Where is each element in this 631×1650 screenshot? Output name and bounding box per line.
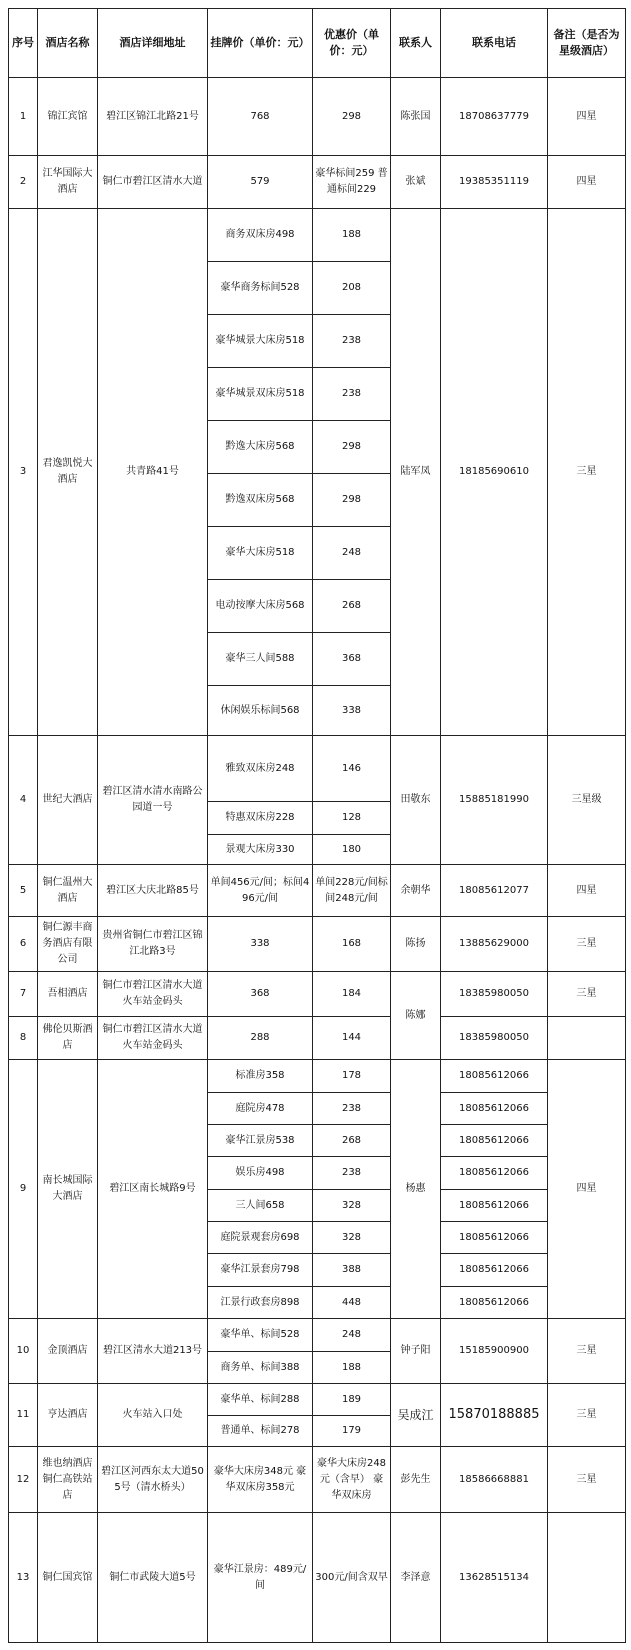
- hotel-2-no: 2: [8, 155, 38, 209]
- hotel-2-discount: 豪华标间259 普通标间229: [312, 155, 391, 209]
- hotel-9-address: 碧江区南长城路9号: [97, 1059, 208, 1319]
- hotel-1-phone: 18708637779: [440, 77, 548, 156]
- hotel-12-note: 三星: [547, 1446, 626, 1513]
- room-list-price: 黔逸双床房568: [207, 473, 313, 527]
- room-discount: 298: [312, 420, 391, 474]
- room-discount: 189: [312, 1383, 391, 1416]
- hotel-9-note: 四星: [547, 1059, 626, 1319]
- hotel-2-address: 铜仁市碧江区清水大道: [97, 155, 208, 209]
- hotel-6-phone: 13885629000: [440, 916, 548, 972]
- room-list-price: 豪华三人间588: [207, 632, 313, 686]
- hotel-8-no: 8: [8, 1016, 38, 1060]
- room-list-price: 豪华城景双床房518: [207, 367, 313, 421]
- hotel-6-contact: 陈扬: [390, 916, 441, 972]
- hotel-2-contact: 张斌: [390, 155, 441, 209]
- hotel-7-address: 铜仁市碧江区清水大道火车站金码头: [97, 971, 208, 1017]
- room-discount: 338: [312, 685, 391, 736]
- hotel-6-note: 三星: [547, 916, 626, 972]
- hotel-11-contact: 吴成江: [390, 1383, 441, 1447]
- room-list-price: 休闲娱乐标间568: [207, 685, 313, 736]
- room-discount: 238: [312, 1092, 391, 1125]
- header-contact: 联系人: [390, 8, 441, 78]
- hotel-8-discount: 144: [312, 1016, 391, 1060]
- hotel-11-phone: 15870188885: [440, 1383, 548, 1447]
- hotel-8-note: [547, 1016, 626, 1060]
- hotel-3-name: 君逸凯悦大酒店: [37, 208, 98, 736]
- room-phone: 18085612066: [440, 1092, 548, 1125]
- hotel-6-discount: 168: [312, 916, 391, 972]
- hotel-8-name: 佛伦贝斯酒店: [37, 1016, 98, 1060]
- hotel-5-no: 5: [8, 864, 38, 917]
- room-phone: 18085612066: [440, 1059, 548, 1093]
- hotel-3-contact: 陆军凤: [390, 208, 441, 736]
- hotel-11-name: 亨达酒店: [37, 1383, 98, 1447]
- room-discount: 180: [312, 834, 391, 865]
- hotel-9-no: 9: [8, 1059, 38, 1319]
- hotel-4-address: 碧江区清水清水南路公园道一号: [97, 735, 208, 865]
- hotel-9-contact: 杨惠: [390, 1059, 441, 1319]
- hotel-1-list-price: 768: [207, 77, 313, 156]
- room-list-price: 电动按摩大床房568: [207, 579, 313, 633]
- room-discount: 178: [312, 1059, 391, 1093]
- room-discount: 208: [312, 261, 391, 315]
- room-discount: 328: [312, 1221, 391, 1254]
- room-list-price: 三人间658: [207, 1189, 313, 1222]
- room-list-price: 特惠双床房228: [207, 801, 313, 835]
- hotel-5-phone: 18085612077: [440, 864, 548, 917]
- hotel-5-note: 四星: [547, 864, 626, 917]
- header-address: 酒店详细地址: [97, 8, 208, 78]
- room-list-price: 豪华城景大床房518: [207, 314, 313, 368]
- hotel-1-name: 锦江宾馆: [37, 77, 98, 156]
- header-name: 酒店名称: [37, 8, 98, 78]
- hotel-7-8-contact: 陈娜: [390, 971, 441, 1060]
- room-list-price: 景观大床房330: [207, 834, 313, 865]
- hotel-3-note: 三星: [547, 208, 626, 736]
- room-discount: 128: [312, 801, 391, 835]
- room-list-price: 豪华商务标间528: [207, 261, 313, 315]
- room-discount: 448: [312, 1286, 391, 1319]
- header-no: 序号: [8, 8, 38, 78]
- room-list-price: 豪华单、标间288: [207, 1383, 313, 1416]
- hotel-13-list-price: 豪华江景房：489元/间: [207, 1512, 313, 1643]
- hotel-9-name: 南长城国际大酒店: [37, 1059, 98, 1319]
- hotel-7-note: 三星: [547, 971, 626, 1017]
- header-note: 备注（是否为星级酒店）: [547, 8, 626, 78]
- hotel-4-name: 世纪大酒店: [37, 735, 98, 865]
- hotel-12-name: 维也纳酒店铜仁高铁站店: [37, 1446, 98, 1513]
- room-list-price: 江景行政套房898: [207, 1286, 313, 1319]
- room-list-price: 黔逸大床房568: [207, 420, 313, 474]
- hotel-3-address: 共青路41号: [97, 208, 208, 736]
- room-list-price: 普通单、标间278: [207, 1415, 313, 1447]
- hotel-7-no: 7: [8, 971, 38, 1017]
- hotel-6-name: 铜仁源丰商务酒店有限公司: [37, 916, 98, 972]
- hotel-1-contact: 陈张国: [390, 77, 441, 156]
- room-discount: 298: [312, 473, 391, 527]
- hotel-7-discount: 184: [312, 971, 391, 1017]
- hotel-7-phone: 18385980050: [440, 971, 548, 1017]
- room-phone: 18085612066: [440, 1156, 548, 1190]
- room-list-price: 娱乐房498: [207, 1156, 313, 1190]
- hotel-10-phone: 15185900900: [440, 1318, 548, 1384]
- hotel-11-no: 11: [8, 1383, 38, 1447]
- hotel-6-address: 贵州省铜仁市碧江区锦江北路3号: [97, 916, 208, 972]
- hotel-4-phone: 15885181990: [440, 735, 548, 865]
- room-discount: 328: [312, 1189, 391, 1222]
- hotel-5-name: 铜仁温州大酒店: [37, 864, 98, 917]
- hotel-6-no: 6: [8, 916, 38, 972]
- hotel-13-address: 铜仁市武陵大道5号: [97, 1512, 208, 1643]
- hotel-12-discount: 豪华大床房248元（含早） 豪华双床房: [312, 1446, 391, 1513]
- room-list-price: 庭院景观套房698: [207, 1221, 313, 1254]
- hotel-1-discount: 298: [312, 77, 391, 156]
- hotel-13-note: [547, 1512, 626, 1643]
- room-list-price: 标准房358: [207, 1059, 313, 1093]
- room-discount: 388: [312, 1253, 391, 1287]
- hotel-10-address: 碧江区清水大道213号: [97, 1318, 208, 1384]
- hotel-2-list-price: 579: [207, 155, 313, 209]
- hotel-11-address: 火车站入口处: [97, 1383, 208, 1447]
- hotel-5-list-price: 单间456元/间；标间496元/间: [207, 864, 313, 917]
- room-list-price: 庭院房478: [207, 1092, 313, 1125]
- hotel-13-name: 铜仁国宾馆: [37, 1512, 98, 1643]
- room-list-price: 豪华单、标间528: [207, 1318, 313, 1352]
- room-phone: 18085612066: [440, 1124, 548, 1157]
- room-list-price: 商务单、标间388: [207, 1351, 313, 1384]
- hotel-4-contact: 田敬东: [390, 735, 441, 865]
- hotel-12-no: 12: [8, 1446, 38, 1513]
- hotel-13-contact: 李泽意: [390, 1512, 441, 1643]
- room-phone: 18085612066: [440, 1221, 548, 1254]
- hotel-13-no: 13: [8, 1512, 38, 1643]
- hotel-6-list-price: 338: [207, 916, 313, 972]
- hotel-price-table: [8, 8, 626, 1643]
- hotel-12-contact: 彭先生: [390, 1446, 441, 1513]
- hotel-3-no: 3: [8, 208, 38, 736]
- room-discount: 188: [312, 1351, 391, 1384]
- hotel-7-list-price: 368: [207, 971, 313, 1017]
- hotel-2-name: 江华国际大酒店: [37, 155, 98, 209]
- hotel-12-list-price: 豪华大床房348元 豪华双床房358元: [207, 1446, 313, 1513]
- hotel-5-discount: 单间228元/间标间248元/间: [312, 864, 391, 917]
- hotel-2-note: 四星: [547, 155, 626, 209]
- header-phone: 联系电话: [440, 8, 548, 78]
- hotel-1-address: 碧江区锦江北路21号: [97, 77, 208, 156]
- room-list-price: 豪华大床房518: [207, 526, 313, 580]
- room-discount: 179: [312, 1415, 391, 1447]
- hotel-11-note: 三星: [547, 1383, 626, 1447]
- room-discount: 238: [312, 367, 391, 421]
- room-discount: 268: [312, 579, 391, 633]
- hotel-7-name: 吾相酒店: [37, 971, 98, 1017]
- hotel-5-address: 碧江区大庆北路85号: [97, 864, 208, 917]
- hotel-1-no: 1: [8, 77, 38, 156]
- room-discount: 248: [312, 1318, 391, 1352]
- hotel-3-phone: 18185690610: [440, 208, 548, 736]
- room-list-price: 豪华江景房538: [207, 1124, 313, 1157]
- room-discount: 146: [312, 735, 391, 802]
- hotel-10-note: 三星: [547, 1318, 626, 1384]
- header-discount: 优惠价（单价：元）: [312, 8, 391, 78]
- hotel-12-address: 碧江区河西东太大道505号（清水桥头）: [97, 1446, 208, 1513]
- hotel-8-address: 铜仁市碧江区清水大道火车站金码头: [97, 1016, 208, 1060]
- room-discount: 248: [312, 526, 391, 580]
- hotel-12-phone: 18586668881: [440, 1446, 548, 1513]
- room-discount: 368: [312, 632, 391, 686]
- room-discount: 238: [312, 314, 391, 368]
- hotel-8-list-price: 288: [207, 1016, 313, 1060]
- hotel-8-phone: 18385980050: [440, 1016, 548, 1060]
- hotel-10-name: 金顶酒店: [37, 1318, 98, 1384]
- hotel-13-phone: 13628515134: [440, 1512, 548, 1643]
- hotel-2-phone: 19385351119: [440, 155, 548, 209]
- room-phone: 18085612066: [440, 1286, 548, 1319]
- room-phone: 18085612066: [440, 1253, 548, 1287]
- room-list-price: 商务双床房498: [207, 208, 313, 262]
- hotel-13-discount: 300元/间含双早: [312, 1512, 391, 1643]
- room-list-price: 雅致双床房248: [207, 735, 313, 802]
- hotel-10-no: 10: [8, 1318, 38, 1384]
- header-list-price: 挂牌价（单价：元）: [207, 8, 313, 78]
- room-discount: 268: [312, 1124, 391, 1157]
- hotel-10-contact: 钟子阳: [390, 1318, 441, 1384]
- room-discount: 188: [312, 208, 391, 262]
- hotel-4-note: 三星级: [547, 735, 626, 865]
- hotel-4-no: 4: [8, 735, 38, 865]
- room-discount: 238: [312, 1156, 391, 1190]
- room-phone: 18085612066: [440, 1189, 548, 1222]
- room-list-price: 豪华江景套房798: [207, 1253, 313, 1287]
- hotel-5-contact: 余朝华: [390, 864, 441, 917]
- hotel-1-note: 四星: [547, 77, 626, 156]
